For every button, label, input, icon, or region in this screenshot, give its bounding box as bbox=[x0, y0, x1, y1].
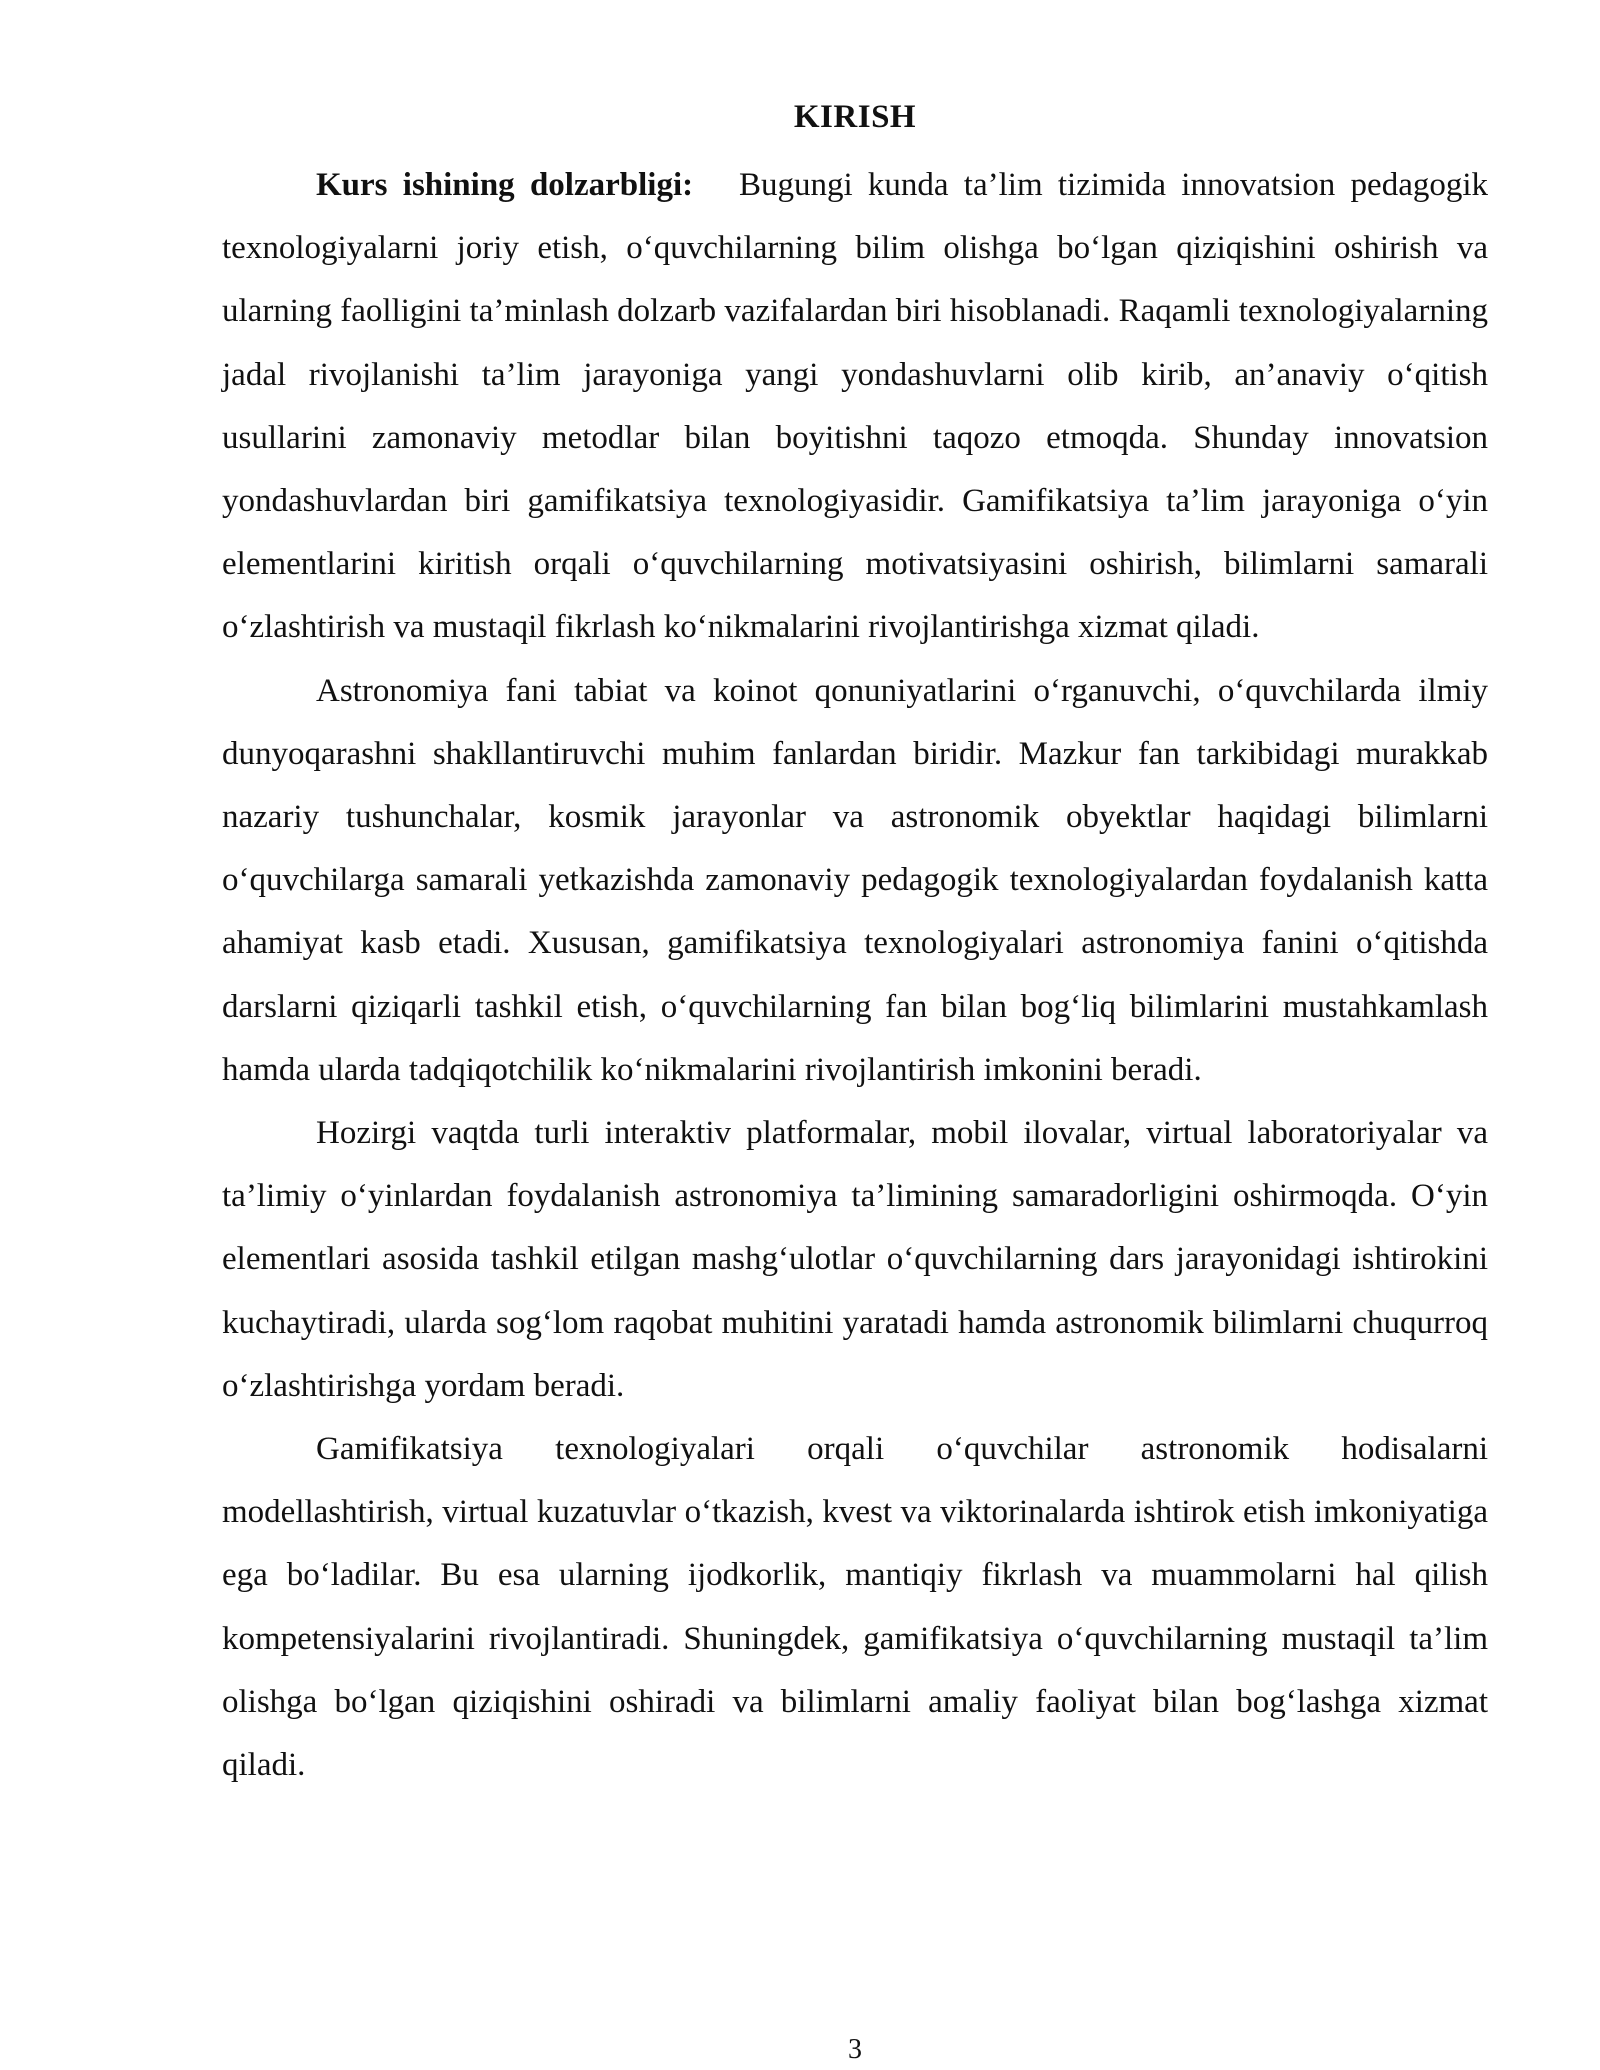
paragraph-relevance bbox=[222, 154, 1488, 660]
paragraph-astronomy: Astronomiya fani tabiat va koinot qonuniyatlarini o‘rganuvchi, o‘quvchilarda ilmiy dunyoqarashni shakllantiruvchi muhim fanlardan biridir. Mazkur fan tarkibidagi murakkab nazariy tushunchalar, kosmik jarayonlar va astronomik obyektlar haqidagi bilimlarni o‘quvchilarga samarali yetkazishda zamonaviy pedagogik texnologiyalardan foydalanish katta ahamiyat kasb etadi. Xususan, gamifikatsiya texnologiyalari astronomiya fanini o‘qitishda darslarni qiziqarli tashkil etish, o‘quvchilarning fan bilan bog‘liq bilimlarini mustahkamlash hamda ularda tadqiqotchilik ko‘nikmalarini rivojlantirish imkonini beradi. bbox=[222, 672, 1488, 1088]
paragraph-lead-heading: Kurs ishining dolzarbligi: bbox=[316, 167, 694, 203]
body-text bbox=[222, 154, 1488, 1797]
lead-spacer bbox=[693, 167, 739, 203]
paragraph-platforms: Hozirgi vaqtda turli interaktiv platformalar, mobil ilovalar, virtual laboratoriyalar va ta’limiy o‘yinlardan foydalanish astronomiya ta’limining samaradorligini oshirmoqda. O‘yin elementlari asosida tashkil etilgan mashg‘ulotlar o‘quvchilarning dars jarayonidagi ishtirokini kuchaytiradi, ularda sog‘lom raqobat muhitini yaratadi hamda astronomik bilimlarni chuqurroq o‘zlashtirishga yordam beradi. bbox=[222, 1115, 1488, 1404]
paragraph-gamification: Gamifikatsiya texnologiyalari orqali o‘quvchilar astronomik hodisalarni modellashtirish, virtual kuzatuvlar o‘tkazish, kvest va viktorinalarda ishtirok etish imkoniyatiga ega bo‘ladilar. Bu esa ularning ijodkorlik, mantiqiy fikrlash va muammolarni hal qilish kompetensiyalarini rivojlantiradi. Shuningdek, gamifikatsiya o‘quvchilarning mustaqil ta’lim olishga bo‘lgan qiziqishini oshiradi va bilimlarni amaliy faoliyat bilan bog‘lashga xizmat qiladi. bbox=[222, 1431, 1488, 1784]
section-title: KIRISH bbox=[793, 99, 917, 135]
page-number: 3 bbox=[848, 2034, 862, 2065]
paragraph-text: Bugungi kunda ta’lim tizimida innovatsion pedagogik texnologiyalarni joriy etish, o‘quvchilarning bilim olishga bo‘lgan qiziqishini oshirish va ularning faolligini ta’minlash dolzarb vazifalardan biri hisoblanadi. Raqamli texnologiyalarning jadal rivojlanishi ta’lim jarayoniga yangi yondashuvlarni olib kirib, an’anaviy o‘qitish usullarini zamonaviy metodlar bilan boyitishni taqozo etmoqda. Shunday innovatsion yondashuvlardan biri gamifikatsiya texnologiyasidir. Gamifikatsiya ta’lim jarayoniga o‘yin elementlarini kiritish orqali o‘quvchilarning motivatsiyasini oshirish, bilimlarni samarali o‘zlashtirish va mustaqil fikrlash ko‘nikmalarini rivojlantirishga xizmat qiladi. bbox=[222, 167, 1489, 646]
